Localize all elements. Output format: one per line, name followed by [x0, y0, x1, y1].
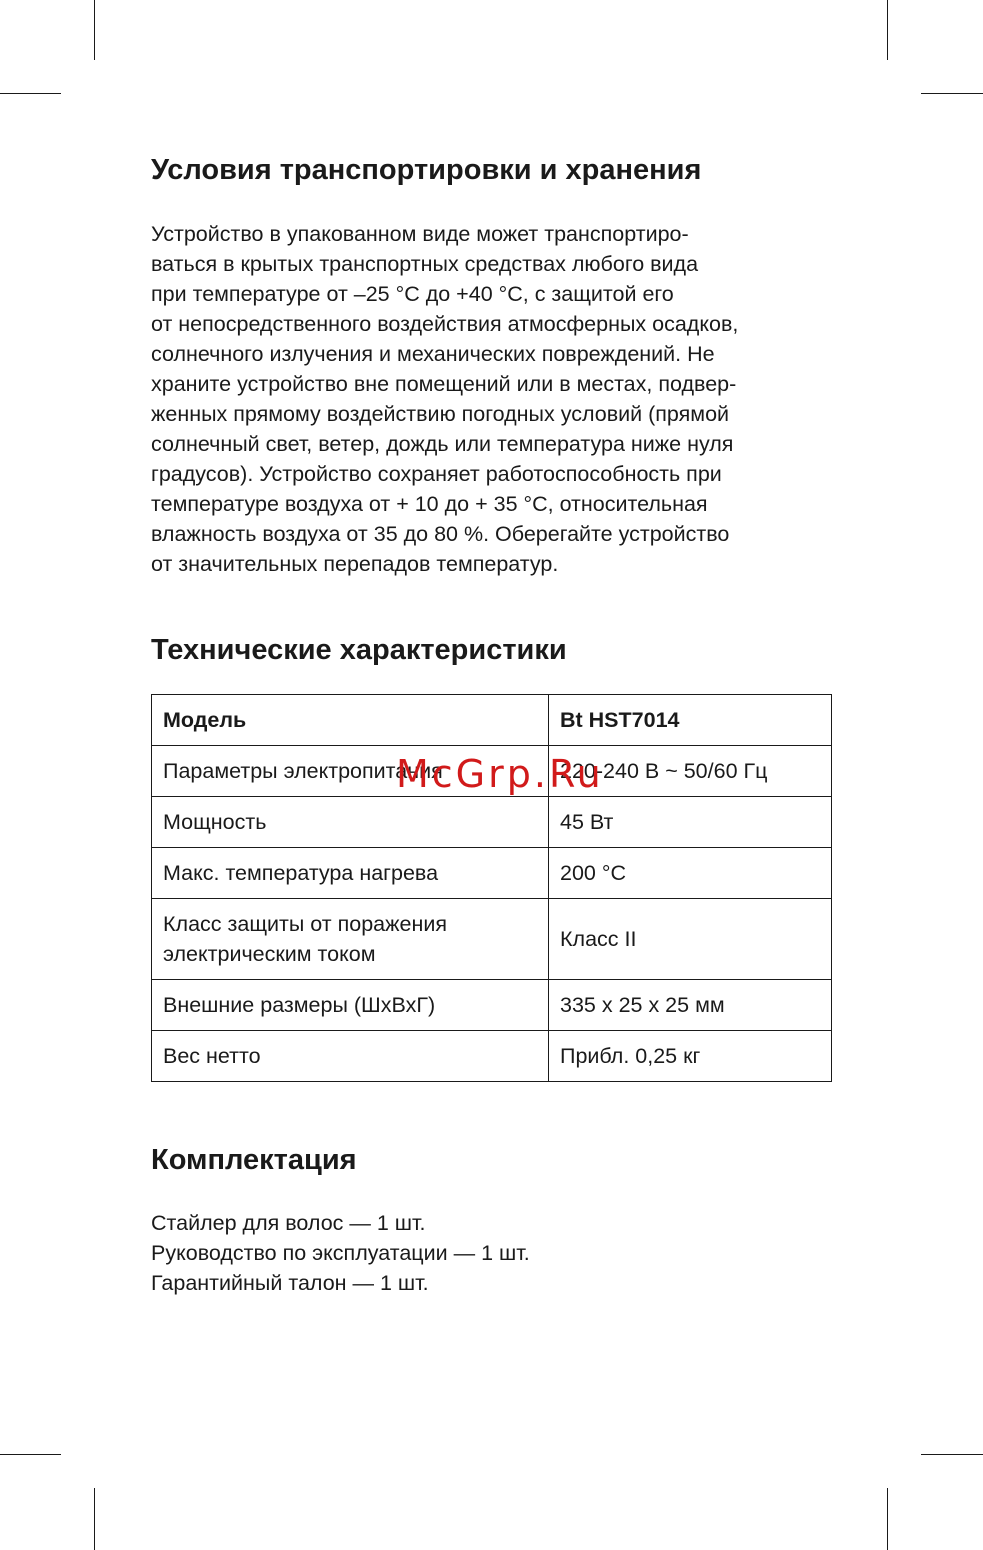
crop-mark: [0, 93, 61, 94]
table-row: [152, 797, 832, 848]
spec-value: 45 Вт: [549, 797, 832, 848]
table-row: [152, 848, 832, 899]
crop-mark: [921, 93, 983, 94]
paragraph-line: солнечного излучения и механических повреждений. Не: [151, 342, 715, 366]
spec-label-line: электрическим током: [163, 942, 376, 966]
paragraph-line: градусов). Устройство сохраняет работоспособность при: [151, 462, 722, 486]
crop-mark: [921, 1454, 983, 1455]
crop-mark: [94, 1488, 95, 1550]
spec-label: Мощность: [152, 797, 549, 848]
list-item: Гарантийный талон — 1 шт.: [151, 1271, 429, 1295]
table-row: [152, 899, 832, 980]
spec-label: Вес нетто: [152, 1031, 549, 1082]
paragraph-line: от значительных перепадов температур.: [151, 552, 559, 576]
paragraph-line: ваться в крытых транспортных средствах любого вида: [151, 252, 699, 276]
package-list: [151, 1208, 530, 1298]
paragraph-line: температуре воздуха от + 10 до + 35 °C, относительная: [151, 492, 708, 516]
crop-mark: [0, 1454, 61, 1455]
transport-paragraph: [151, 219, 738, 579]
spec-label: Модель: [152, 695, 549, 746]
paragraph-line: женных прямому воздействию погодных условий (прямой: [151, 402, 730, 426]
spec-label-line: Класс защиты от поражения: [163, 912, 447, 936]
transport-heading: Условия транспортировки и хранения: [151, 154, 702, 186]
table-row: [152, 1031, 832, 1082]
paragraph-line: при температуре от –25 °C до +40 °C, с защитой его: [151, 282, 674, 306]
list-item: Стайлер для волос — 1 шт.: [151, 1211, 426, 1235]
paragraph-line: храните устройство вне помещений или в местах, подвер-: [151, 372, 737, 396]
paragraph-line: влажность воздуха от 35 до 80 %. Оберегайте устройство: [151, 522, 730, 546]
paragraph-line: от непосредственного воздействия атмосферных осадков,: [151, 312, 739, 336]
spec-value: Класс II: [549, 899, 832, 980]
spec-value: Прибл. 0,25 кг: [549, 1031, 832, 1082]
spec-value: 200 °C: [549, 848, 832, 899]
crop-mark: [94, 0, 95, 60]
table-row: [152, 980, 832, 1031]
specs-heading: Технические характеристики: [151, 634, 567, 666]
package-heading: Комплектация: [151, 1144, 357, 1176]
spec-label: [152, 899, 549, 980]
watermark: McGrp.Ru: [396, 752, 604, 796]
crop-mark: [887, 1488, 888, 1550]
spec-label: Внешние размеры (ШхВхГ): [152, 980, 549, 1031]
spec-value: 220-240 В ~ 50/60 Гц: [549, 746, 832, 797]
spec-value: 335 х 25 х 25 мм: [549, 980, 832, 1031]
list-item: Руководство по эксплуатации — 1 шт.: [151, 1241, 530, 1265]
spec-label: Макс. температура нагрева: [152, 848, 549, 899]
table-row: [152, 695, 832, 746]
spec-value: Bt HST7014: [549, 695, 832, 746]
paragraph-line: солнечный свет, ветер, дождь или температура ниже нуля: [151, 432, 734, 456]
spec-label: Параметры электропитания: [152, 746, 549, 797]
paragraph-line: Устройство в упакованном виде может транспортиро-: [151, 222, 689, 246]
crop-mark: [887, 0, 888, 60]
